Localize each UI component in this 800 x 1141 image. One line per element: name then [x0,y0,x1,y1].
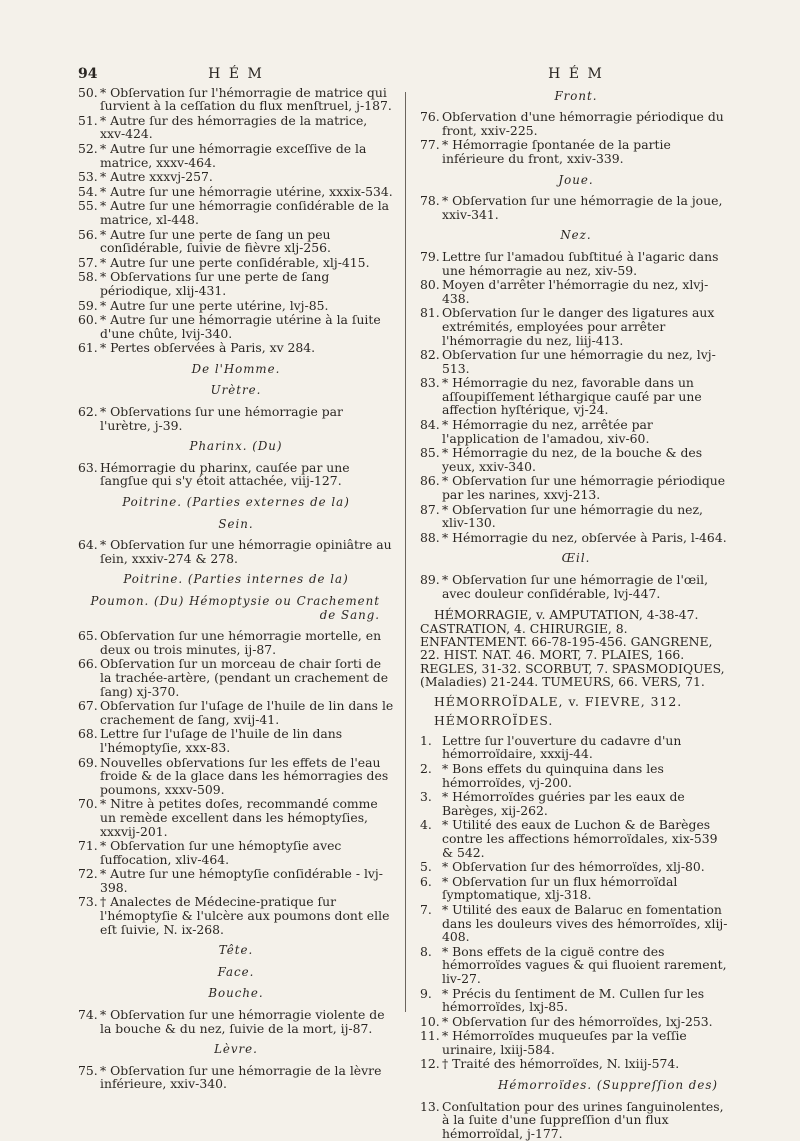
entry-text: * Autre ſur une hémorragie exceſſive de la matrice, xxxv-464. [100,140,367,170]
entry-number: 55. [78,198,98,214]
entry-number: 5. [420,859,432,875]
cross-reference: HÉMORRAGIE, v. AMPUTATION, 4-38-47. CASTRATION, 4. CHIRURGIE, 8. ENFANTEMENT. 66-78-195-456. GANGRENE, 22. HIST. NAT. 46. MORT, 7. PLAIES, 166. REGLES, 31-32. SCORBUT, 7. SPASMODIQUES, (Maladies) 21-244. TUMEURS, 66. VERS, 71. [420,607,725,690]
index-entry [420,790,732,817]
entry-number: 74. [78,1007,98,1023]
left-column [78,68,394,1092]
index-entry [78,538,394,565]
right-entries [420,90,732,1141]
section-heading: Œil. [561,551,591,566]
right-running-head: H É M [548,66,604,82]
entry-text: * Précis du ſentiment de M. Cullen ſur les hémorroïdes, lxj-85. [442,985,705,1015]
entry-text: * Bons effets de la ciguë contre des hémorroïdes vagues & qui fluoient rarement, liv-27. [442,943,727,986]
entry-number: 53. [78,169,98,185]
entry-number: 71. [78,838,98,854]
entry-number: 87. [420,501,440,517]
index-entry [420,1015,732,1029]
entry-text: * Obſervations ſur une perte de ſang périodique, xlij-431. [100,269,330,298]
entry-text: Obſervation ſur un morceau de chair ſorti de la trachée-artère, (pendant un crachement de ſang) xj-370. [100,656,389,699]
entry-text: Moyen d'arrêter l'hémorragie du nez, xlvj-438. [442,277,709,306]
section-heading: Pharinx. (Du) [189,439,283,454]
entry-number: 75. [78,1062,98,1078]
entry-text: Lettre ſur l'amadou ſubſtitué à l'agaric dans une hémorragie au nez, xiv-59. [442,248,719,278]
entry-number: 81. [420,305,440,321]
index-entry [420,1057,732,1071]
index-entry [78,270,394,297]
entry-number: 59. [78,297,98,313]
entry-text: * Nitre à petites doſes, recommandé comme un remède excellent dans les hémoptyſies, xxxvij-201. [100,796,378,839]
entry-text: * Obſervation ſur une hémorragie du nez, xliv-130. [442,501,703,531]
entry-number: 3. [420,789,432,805]
index-entry [420,903,732,944]
index-entry [78,461,394,488]
entry-number: 85. [420,445,440,461]
entry-text: Conſultation pour des urines ſanguinolentes, à la ſuite d'une ſuppreſſion d'un flux hémorroïdal, j-177. [442,1098,724,1141]
index-entry [78,299,394,313]
entry-text: Obſervation ſur une hémorragie mortelle, en deux ou trois minutes, ij-87. [100,628,382,657]
entry-number: 63. [78,459,98,475]
index-entry [420,278,732,305]
index-entry [420,250,732,277]
index-entry [420,875,732,902]
section-heading: Poitrine. (Parties externes de la) [122,495,350,510]
entry-text: * Autre ſur une hémoptyſie conſidérable - lvj-398. [100,866,383,895]
entry-number: 6. [420,873,432,889]
entry-number: 88. [420,529,440,545]
entry-text: * Obſervation ſur une hémoptyſie avec ſuffocation, xliv-464. [100,838,342,867]
entry-text: * Obſervation ſur un flux hémorroïdal ſymptomatique, xlj-318. [442,873,678,903]
section-heading: Front. [554,88,598,103]
index-entry [78,341,394,355]
left-entries [78,86,394,1091]
entry-number: 62. [78,404,98,420]
index-entry [420,531,732,545]
index-entry [420,446,732,473]
entry-text: Nouvelles obſervations ſur les effets de l'eau froide & de la glace dans les hémorragies des poumons, xxxv-509. [100,754,389,797]
entry-text: † Traité des hémorroïdes, N. lxiij-574. [442,1056,680,1072]
section-heading: Bouche. [208,986,264,1001]
entry-text: Hémorragie du pharinx, cauſée par une ſangſue qui s'y étoit attachée, viij-127. [100,459,350,489]
section-heading: Nez. [560,228,592,243]
index-entry [420,1029,732,1056]
entry-text: * Autre ſur une perte conſidérable, xlj-415. [100,254,370,270]
entry-number: 66. [78,656,98,672]
entry-text: * Hémorragie du nez, de la bouche & des yeux, xxiv-340. [442,445,703,474]
index-entry [420,1100,732,1141]
entry-number: 50. [78,84,98,100]
entry-text: Lettre ſur l'ouverture du cadavre d'un hémorroïdaire, xxxij-44. [442,732,682,762]
entry-number: 7. [420,901,432,917]
entry-text: * Obſervation ſur une hémorragie violente de la bouche & du nez, ſuivie de la mort, ij-87. [100,1007,385,1036]
section-heading: Face. [217,964,255,979]
index-entry [78,256,394,270]
entry-text: * Hémorroïdes guéries par les eaux de Barèges, xij-262. [442,789,685,818]
section-heading: Tête. [218,943,254,958]
entry-text: * Obſervation ſur une hémorragie opiniâtre au ſein, xxxiv-274 & 278. [100,537,392,566]
index-subtitle: HÉMORROÏDES. [434,713,554,729]
entry-number: 72. [78,866,98,882]
entry-text: * Obſervation ſur des hémorroïdes, lxj-253. [442,1013,713,1029]
index-entry [420,734,732,761]
entry-text: * Obſervation ſur l'hémorragie de matrice qui ſurvient à la ceſſation du flux menſtruel, j-187. [100,84,392,114]
entry-number: 57. [78,254,98,270]
index-subtitle: HÉMORROÏDALE, v. FIEVRE, 312. [434,693,683,709]
index-entry [78,756,394,797]
index-entry [78,629,394,656]
entry-text: Obſervation d'une hémorragie périodique du front, xxiv-225. [442,109,724,138]
index-entry [420,818,732,859]
index-entry [78,142,394,169]
entry-text: † Analectes de Médecine-pratique ſur l'hémoptyſie & l'ulcère aux poumons dont elle eſt ſuivie, N. ix-268. [100,894,390,937]
entry-text: * Autre ſur une hémorragie conſidérable de la matrice, xl-448. [100,198,390,227]
index-entry [420,503,732,530]
index-entry [78,170,394,184]
index-entry [78,657,394,698]
entry-text: * Obſervation ſur une hémorragie de l'œil, avec douleur conſidérable, lvj-447. [442,572,709,601]
entry-number: 52. [78,140,98,156]
section-heading: Joue. [558,172,594,187]
index-entry [78,1008,394,1035]
entry-number: 77. [420,137,440,153]
entry-number: 86. [420,473,440,489]
entry-number: 84. [420,417,440,433]
entry-text: Obſervation ſur le danger des ligatures aux extrémités, employées pour arrêter l'hémorragie du nez, liij-413. [442,305,715,348]
entry-number: 89. [420,572,440,587]
entry-number: 73. [78,894,98,910]
page-number: 94 [78,66,98,82]
entry-number: 2. [420,761,432,776]
entry-number: 70. [78,796,98,812]
entry-text: * Utilité des eaux de Luchon & de Barèges contre les affections hémorroïdales, xix-539 & 542. [442,817,718,860]
index-entry [78,228,394,255]
entry-number: 4. [420,817,432,833]
entry-text: * Obſervation ſur une hémorragie périodique par les narines, xxvj-213. [442,473,726,503]
entry-number: 67. [78,698,98,714]
entry-number: 64. [78,537,98,553]
entry-text: * Autre ſur une hémorragie utérine, xxxix-534. [100,183,393,199]
index-entry [78,405,394,432]
entry-number: 1. [420,732,432,748]
entry-number: 51. [78,112,98,128]
entry-number: 76. [420,109,440,125]
entry-text: * Pertes obſervées à Paris, xv 284. [100,340,316,356]
index-entry [78,727,394,754]
entry-text: * Hémorragie du nez, arrêtée par l'application de l'amadou, xiv-60. [442,417,653,446]
entry-number: 8. [420,943,432,959]
index-entry [420,418,732,445]
column-divider [405,92,406,1012]
entry-text: * Autre ſur une perte utérine, lvj-85. [100,297,329,313]
index-entry [420,348,732,375]
entry-number: 78. [420,193,440,209]
entry-number: 82. [420,347,440,363]
entry-number: 60. [78,312,98,328]
entry-text: * Obſervation ſur des hémorroïdes, xlj-80. [442,859,705,875]
index-entry [78,199,394,226]
entry-number: 9. [420,985,432,1001]
index-entry [78,1064,394,1091]
entry-number: 65. [78,628,98,644]
index-entry [78,185,394,199]
entry-text: * Hémorragie ſpontanée de la partie inférieure du front, xxiv-339. [442,137,671,166]
entry-number: 79. [420,248,440,264]
section-heading: Lèvre. [214,1042,258,1057]
index-entry [78,797,394,838]
entry-number: 13. [420,1098,440,1114]
entry-text: * Obſervation ſur une hémorragie de la lèvre inférieure, xxiv-340. [100,1062,382,1092]
entry-number: 54. [78,183,98,199]
index-entry [78,313,394,340]
index-entry [78,867,394,894]
entry-text: * Hémorroïdes muqueuſes par la veſſie urinaire, lxiij-584. [442,1028,687,1057]
section-heading: Sein. [218,516,254,531]
index-entry [420,306,732,347]
entry-number: 58. [78,269,98,285]
entry-text: * Obſervations ſur une hémorragie par l'urètre, j-39. [100,404,343,433]
entry-text: * Bons effets du quinquina dans les hémorroïdes, vj-200. [442,761,664,790]
index-entry [420,945,732,986]
section-heading: Poitrine. (Parties internes de la) [123,572,349,587]
entry-number: 10. [420,1013,440,1029]
entry-text: Obſervation ſur une hémorragie du nez, lvj-513. [442,347,716,376]
entry-number: 61. [78,340,98,356]
index-entry [420,573,732,600]
entry-text: * Autre ſur une perte de ſang un peu conſidérable, ſuivie de fièvre xlj-256. [100,226,331,256]
index-entry [420,987,732,1014]
index-entry [420,474,732,501]
section-heading: De l'Homme. [191,361,281,376]
entry-text: Obſervation ſur l'uſage de l'huile de lin dans le crachement de ſang, xvij-41. [100,698,394,727]
index-entry [420,194,732,221]
entry-number: 69. [78,754,98,770]
section-heading: Urètre. [210,383,262,398]
index-entry [78,839,394,866]
index-entry [78,699,394,726]
index-entry [420,860,732,874]
entry-number: 12. [420,1056,440,1072]
left-running-head: H É M [208,66,264,82]
entry-number: 11. [420,1028,440,1044]
index-entry [78,895,394,936]
index-entry [420,110,732,137]
entry-text: * Autre ſur une hémorragie utérine à la ſuite d'une chûte, lvij-340. [100,312,381,341]
right-column [420,68,732,1141]
entry-text: * Hémorragie du nez, obſervée à Paris, l-464. [442,529,727,545]
entry-text: * Obſervation ſur une hémorragie de la joue, xxiv-341. [442,193,723,222]
index-entry [420,376,732,417]
entry-text: * Autre xxxvj-257. [100,169,213,185]
entry-text: Lettre ſur l'uſage de l'huile de lin dans l'hémoptyſie, xxx-83. [100,726,343,755]
index-entry [78,86,394,113]
index-entry [78,114,394,141]
entry-number: 80. [420,277,440,293]
index-entry [420,138,732,165]
entry-number: 56. [78,226,98,242]
index-entry [420,762,732,789]
entry-number: 68. [78,726,98,742]
section-heading: Hémorroïdes. (Suppreſſion des) [498,1078,718,1093]
entry-text: * Autre ſur des hémorragies de la matrice, xxv-424. [100,112,368,142]
entry-text: * Utilité des eaux de Balaruc en fomentation dans les douleurs vives des hémorroïdes, xlij-408. [442,901,728,945]
entry-number: 83. [420,375,440,391]
entry-text: * Hémorragie du nez, favorable dans un aſſoupiſſement léthargique cauſé par une affection hyſtérique, vj-24. [442,375,702,418]
section-heading: Poumon. (Du) Hémoptysie ou Crachement de Sang. [90,594,380,622]
